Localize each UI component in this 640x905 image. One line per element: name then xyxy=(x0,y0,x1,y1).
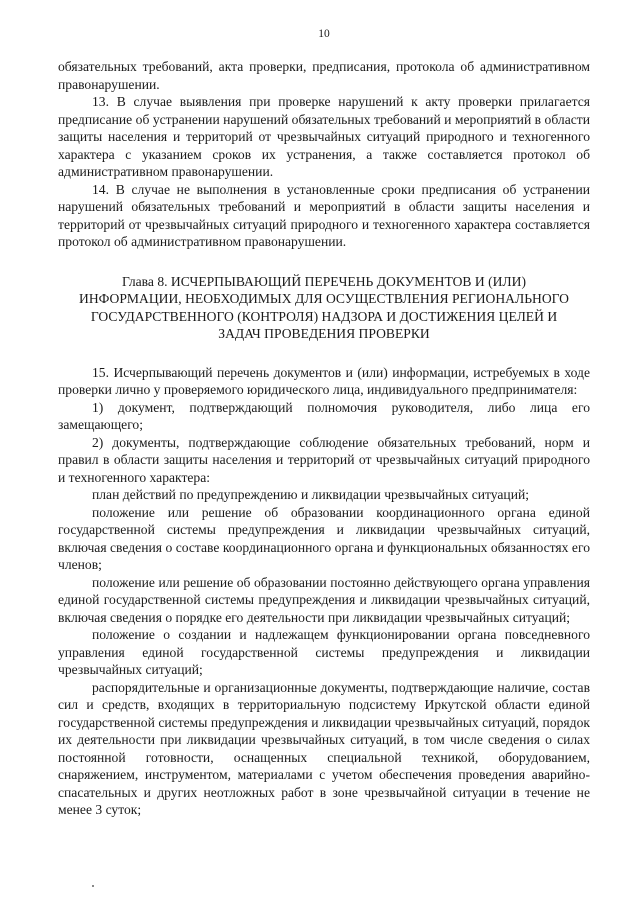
paragraph-15-item-2-daily-body: положение о создании и надлежащем функционировании органа повседневного управления единой государственной системы предупреждения и ликвидации чрезвычайных ситуаций; xyxy=(58,627,590,677)
paragraph-15: 15. Исчерпывающий перечень документов и (или) информации, истребуемых в ходе проверки лично у проверяемого юридического лица, индивидуального предпринимателя: xyxy=(58,364,590,397)
page-number: 10 xyxy=(318,28,330,40)
paragraph-continuation: обязательных требований, акта проверки, предписания, протокола об административном правонарушении. xyxy=(58,59,590,92)
paragraph-13: 13. В случае выявления при проверке нарушений к акту проверки прилагается предписание об устранении нарушений обязательных требований и мероприятий в области защиты населения и территорий от чрезвычайных ситуаций природного и техногенного характера с указанием сроков их устранения, а также составляется протокол об административном правонарушении. xyxy=(58,94,590,179)
paragraph-15-item-1: 1) документ, подтверждающий полномочия руководителя, либо лица его замещающего; xyxy=(58,399,590,432)
document-body xyxy=(58,58,590,819)
paragraph-15-item-2-coordination: положение или решение об образовании координационного органа единой государственной системы предупреждения и ликвидации чрезвычайных ситуаций, включая сведения о составе координационного органа и функциональных обязанностях его членов; xyxy=(58,504,590,572)
document-page xyxy=(58,0,590,905)
paragraph-14: 14. В случае не выполнения в установленные сроки предписания об устранении нарушений обязательных требований и мероприятий в области защиты населения и территорий от чрезвычайных ситуаций природного и техногенного характера составляется протокол об административном правонарушении. xyxy=(58,181,590,249)
paragraph-15-item-2: 2) документы, подтверждающие соблюдение обязательных требований, норм и правил в области защиты населения и территорий от чрезвычайных ситуаций природного и техногенного характера: xyxy=(58,434,590,485)
paragraph-15-item-2-plan: план действий по предупреждению и ликвидации чрезвычайных ситуаций; xyxy=(92,487,530,502)
paragraph-15-item-2-forces: распорядительные и организационные документы, подтверждающие наличие, состав сил и средств, входящих в территориальную подсистему Иркутской области единой государственной системы предупреждения и ликвидации чрезвычайных ситуаций, порядок их деятельности при ликвидации чрезвычайных ситуаций, в том числе сведения о силах постоянной готовности, оснащенных специальной техникой, оборудованием, снаряжением, инструментом, материалами с учетом обеспечения проведения аварийно-спасательных и других неотложных работ в зоне чрезвычайной ситуации в течение не менее 3 суток; xyxy=(58,679,590,817)
paragraph-15-item-2-permanent-body: положение или решение об образовании постоянно действующего органа управления единой государственной системы предупреждения и ликвидации чрезвычайных ситуаций, включая сведения о порядке его деятельности при ликвидации чрезвычайных ситуаций; xyxy=(58,574,590,625)
scan-speck xyxy=(92,885,94,887)
chapter-heading: Глава 8. ИСЧЕРПЫВАЮЩИЙ ПЕРЕЧЕНЬ ДОКУМЕНТОВ И (ИЛИ) ИНФОРМАЦИИ, НЕОБХОДИМЫХ ДЛЯ ОСУЩЕСТВЛЕНИЯ РЕГИОНАЛЬНОГО ГОСУДАРСТВЕННОГО (КОНТРОЛЯ) НАДЗОРА И ДОСТИЖЕНИЯ ЦЕЛЕЙ И ЗАДАЧ ПРОВЕДЕНИЯ ПРОВЕРКИ xyxy=(79,273,569,341)
